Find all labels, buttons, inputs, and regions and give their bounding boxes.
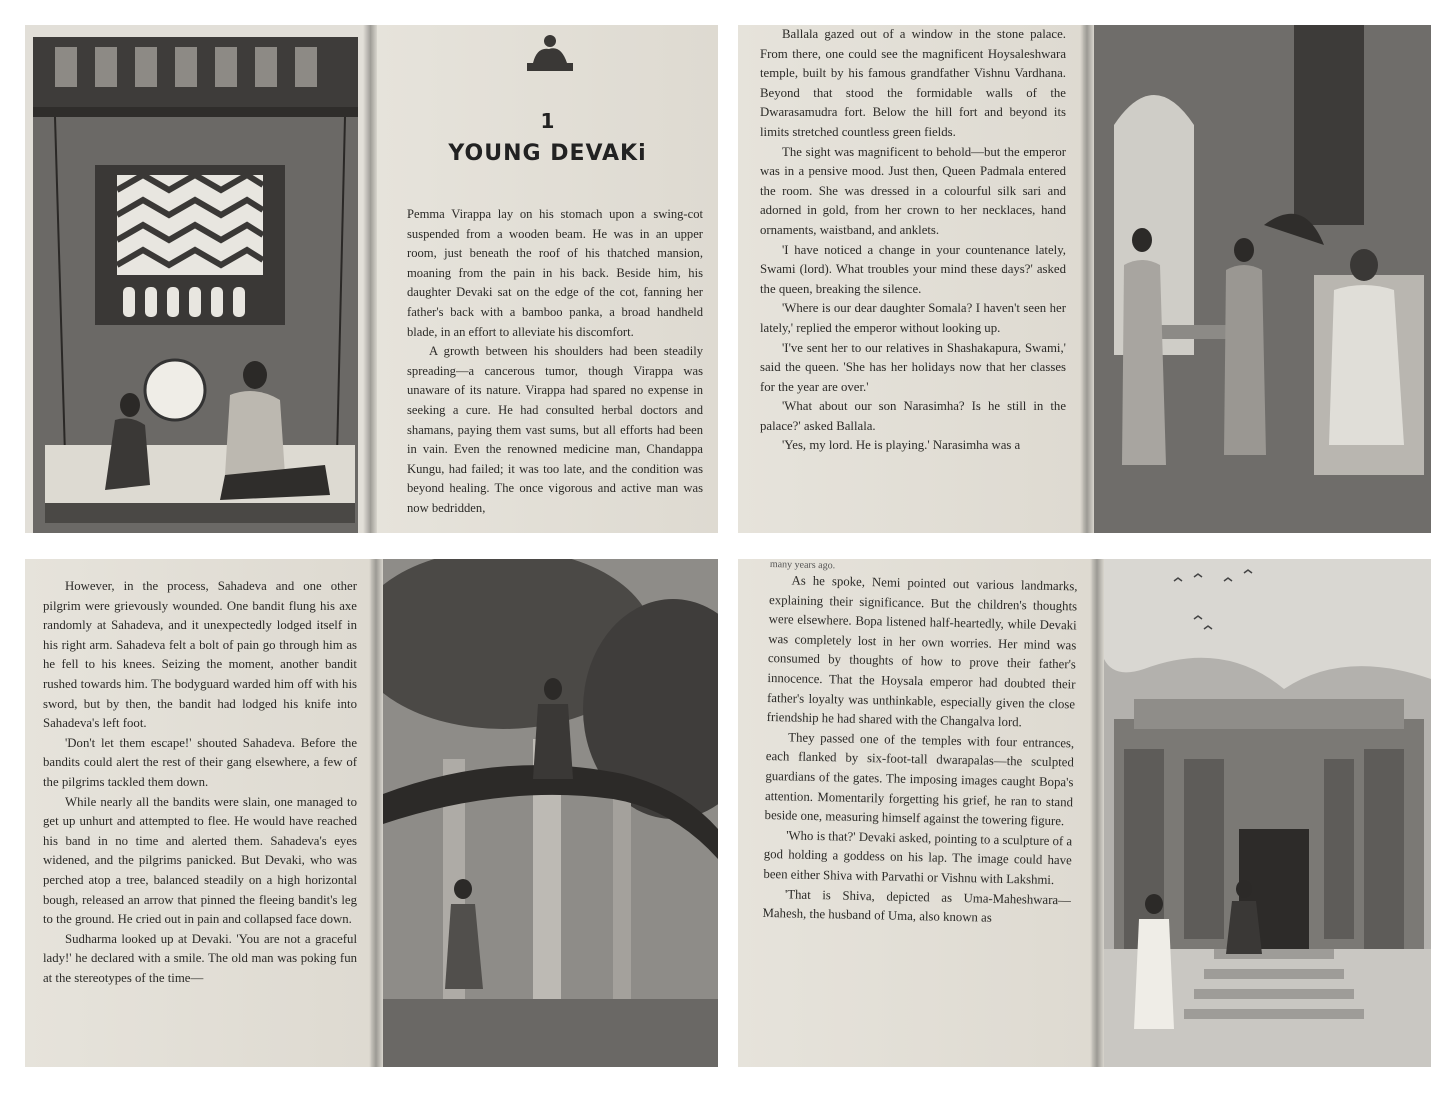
chapter-title: YOUNG DEVAKi (448, 141, 647, 166)
photo-panel-top-right (738, 25, 1431, 533)
book-gutter (363, 25, 377, 533)
emblem-icon (525, 33, 575, 73)
book-gutter (1090, 559, 1104, 1067)
illustration-sickbed (25, 25, 370, 533)
paragraph: 'Who is that?' Devaki asked, pointing to a sculpture of a god holding a goddess on his lap. The image could have been either Shiva with Parvathi or Vishnu with Lakshmi. (763, 828, 1073, 887)
paragraph: However, in the process, Sahadeva and one other pilgrim were grievously wounded. One bandit flung his axe randomly at Sahadeva, and it unexpectedly lodged itself in his right arm. Sahadeva felt a bolt of pain go through him as he fell to his knees. Seizing the moment, another bandit rushed towards him. The bodyguard warded him off with his sword, but by then, the bandit had lodged his knife into Sahadeva's left foot. (43, 579, 357, 731)
paragraph: Ballala gazed out of a window in the stone palace. From there, one could see the magnificent Hoysaleshwara temple, built by his famous grandfather Vishnu Vardhana. Beyond that stood the formidable walls of the Dwarasamudra fort. Below the hill fort and beyond its limits stretched countless green fields. (760, 27, 1066, 139)
photo-panel-bottom-left (25, 559, 718, 1067)
text-page-palace (738, 25, 1083, 533)
paragraph: Pemma Virappa lay on his stomach upon a swing-cot suspended from a wooden beam. He was in an upper room, just beneath the roof of his thatched mansion, moaning from the pain in his back. Beside him, his daughter Devaki sat on the edge of the cot, fanning her father's back with a bamboo panka, a broad handheld blade, in an effort to alleviate his discomfort. (407, 207, 703, 339)
text-page-chapter-1 (377, 25, 718, 533)
paragraph: A growth between his shoulders had been steadily spreading—a cancerous tumor, though Virappa was unaware of its nature. Virappa had spared no expense in seeking a cure. He had consulted herbal doctors and shamans, paying them vast sums, but all efforts had been in vain. Even the renowned medicine man, Chandappa Kungu, had failed; it was too late, and the condition was beyond healing. The once vigorous and active man was now bedridden, (407, 344, 703, 515)
photo-panel-top-left (25, 25, 718, 533)
illustration-forest-archer-art (383, 559, 718, 1067)
paragraph: 'What about our son Narasimha? Is he still in the palace?' asked Ballala. (760, 399, 1066, 433)
illustration-throne-room (1094, 25, 1431, 533)
paragraph: 'I have noticed a change in your countenance lately, Swami (lord). What troubles your mind these days?' asked the queen, breaking the silence. (760, 242, 1066, 296)
illustration-temple-art (1104, 559, 1431, 1067)
paragraph: While nearly all the bandits were slain, one managed to get up unhurt and attempted to flee. He would have reached his band in no time and alerted them. Sahadeva's eyes widened, and the pilgrims panicked. But Devaki, who was perched atop a tree, balanced steadily on a high horizontal bough, released an arrow that pinned the fleeing bandit's leg to the ground. He cried out in pain and collapsed face down. (43, 794, 357, 927)
text-page-bandits (25, 559, 371, 1067)
chapter-number: 1 (540, 109, 555, 133)
text-page-temple (738, 559, 1092, 1067)
illustration-sickbed-art (25, 25, 370, 533)
paragraph: The sight was magnificent to behold—but the emperor was in a pensive mood. Just then, Queen Padmala entered the room. She was dressed in a colourful silk sari and adorned in gold, from her crown to her necklaces, hand ornaments, waistband, and anklets. (760, 144, 1066, 237)
paragraph: 'Yes, my lord. He is playing.' Narasimha was a (782, 438, 1021, 453)
photo-panel-bottom-right (738, 559, 1431, 1067)
paragraph: 'That is Shiva, depicted as Uma-Maheshwara—Mahesh, the husband of Uma, also known as (762, 886, 1072, 925)
paragraph: 'I've sent her to our relatives in Shashakapura, Swami,' said the queen. 'She has her holidays now that her classes for the year are over.' (760, 340, 1066, 394)
paragraph: Sudharma looked up at Devaki. 'You are not a graceful lady!' he declared with a smile. The old man was poking fun at the stereotypes of the time— (43, 931, 357, 985)
book-gutter (1080, 25, 1094, 533)
paragraph: They passed one of the temples with four entrances, each flanked by six-foot-tall dwarapalas—the sculpted guardians of the gates. The imposing images caught Bopa's attention. Momentarily forgetting his grief, he ran to stand beside one, measuring himself against the towering figure. (764, 730, 1075, 829)
paragraph: 'Where is our dear daughter Somala? I haven't seen her lately,' replied the emperor without looking up. (760, 301, 1066, 335)
paragraph: many years ago. (769, 559, 836, 572)
paragraph: 'Don't let them escape!' shouted Sahadeva. Before the bandits could alert the rest of their gang elsewhere, a few of the pilgrims tackled them down. (43, 735, 357, 789)
illustration-temple (1104, 559, 1431, 1067)
paragraph: As he spoke, Nemi pointed out various landmarks, explaining their significance. But the children's thoughts were elsewhere. Bopa listened half-heartedly, while Devaki was completely lost in her own worries. Her mind was consumed by thoughts of how to prove their father's innocence. That the Hoysala emperor had doubted their father's loyalty was unthinkable, especially given the close friendship he had shared with the Changalva lord. (766, 573, 1078, 730)
illustration-throne-room-art (1094, 25, 1431, 533)
illustration-forest-archer (383, 559, 718, 1067)
book-gutter (369, 559, 383, 1067)
